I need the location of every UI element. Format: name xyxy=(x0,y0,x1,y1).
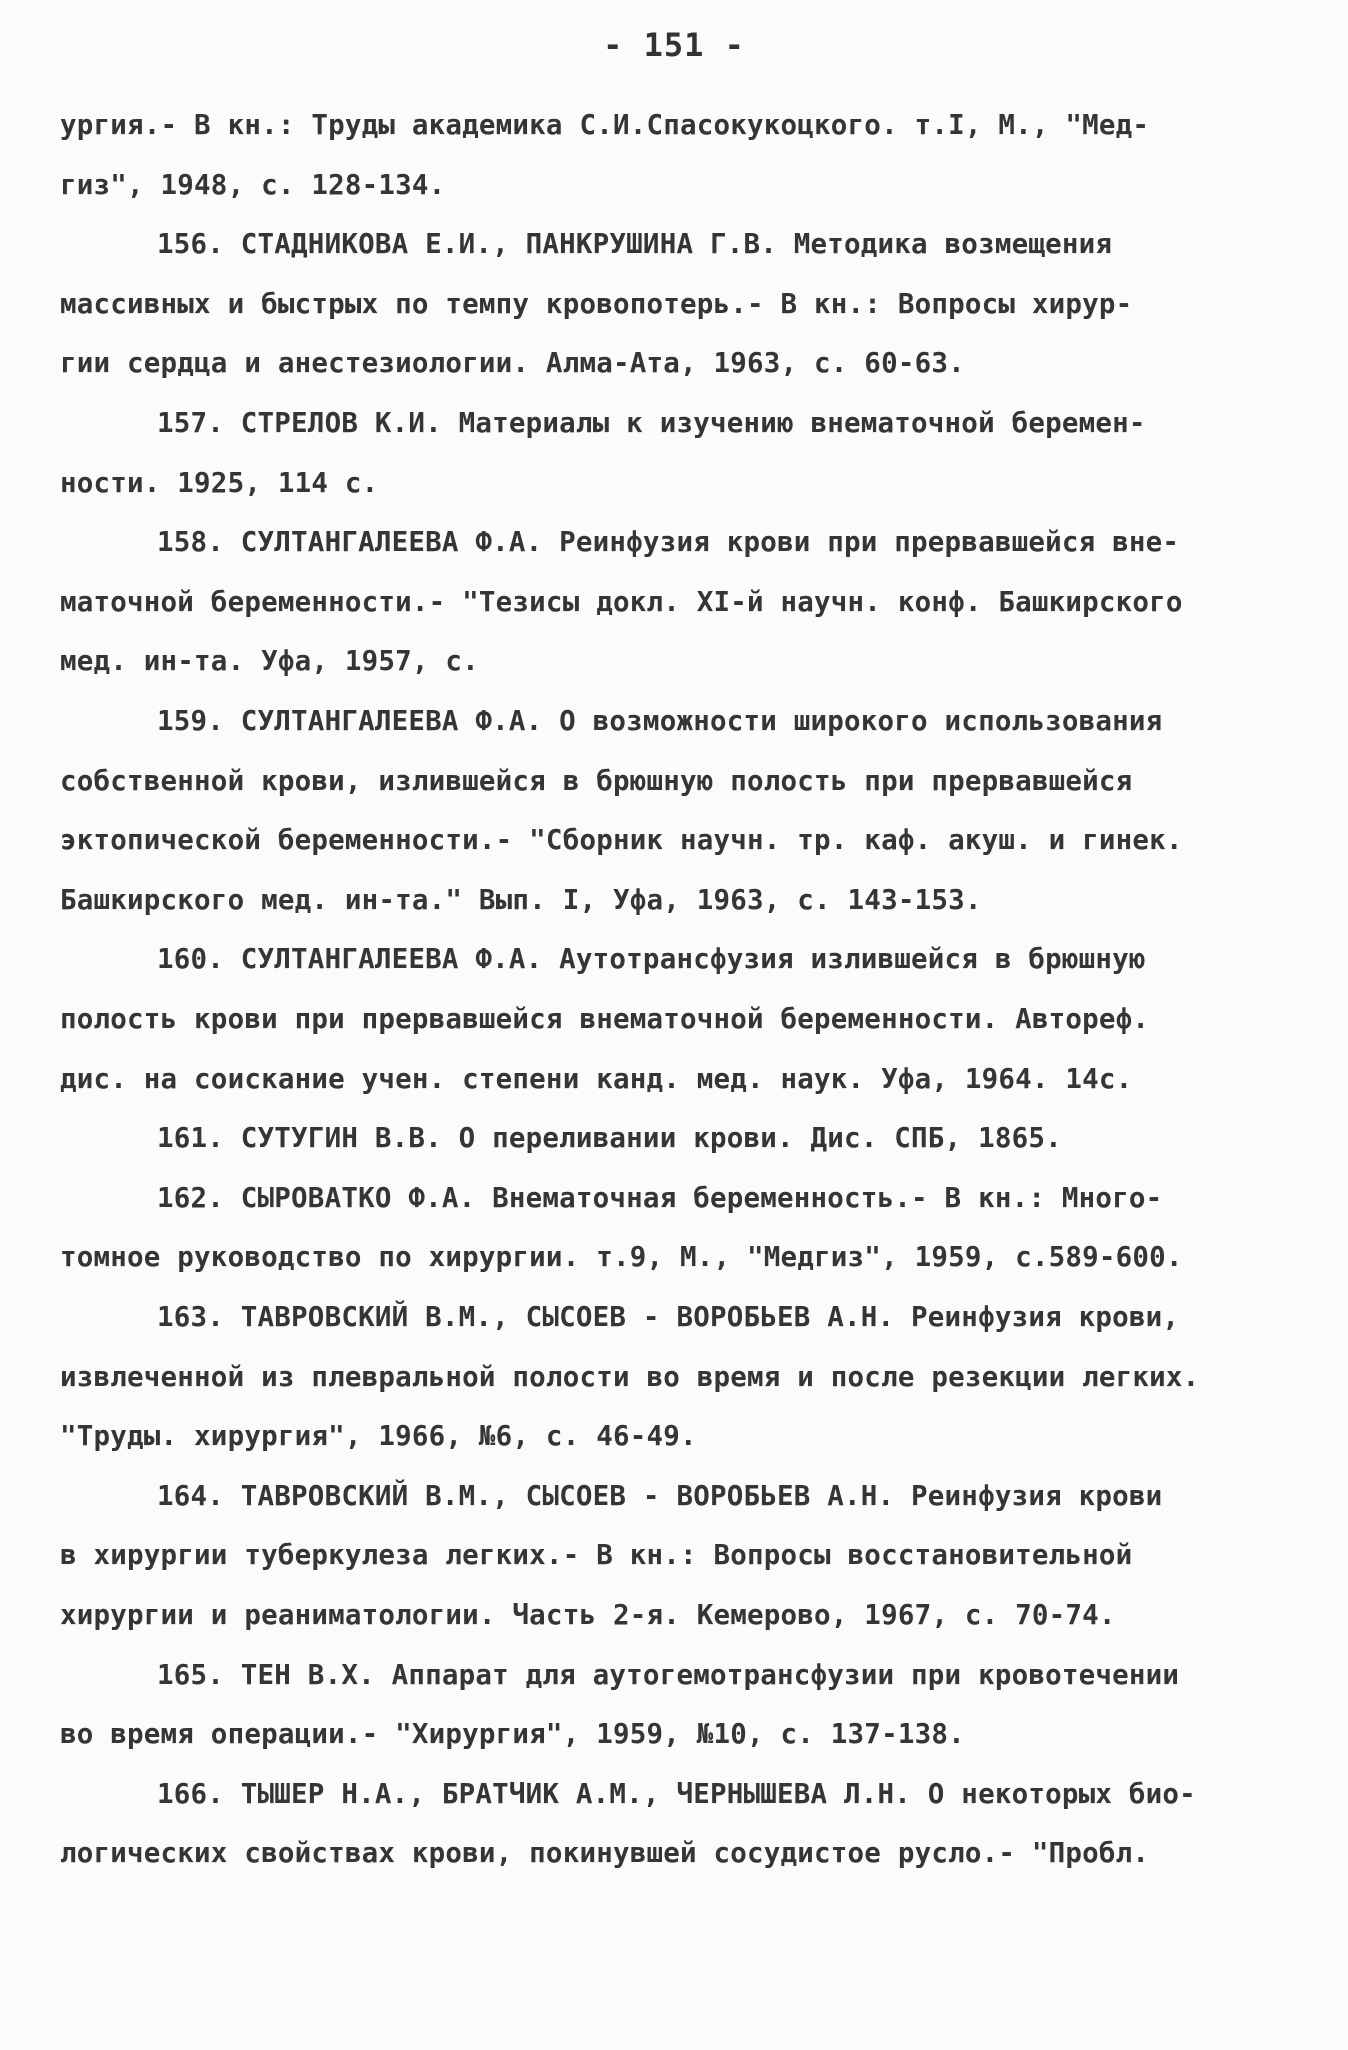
text-line: 163. ТАВРОВСКИЙ В.М., СЫСОЕВ - ВОРОБЬЕВ А.Н. Реинфузия крови, xyxy=(157,1301,1180,1333)
text-line: 165. ТЕН В.Х. Аппарат для аутогемотрансфузии при кровотечении xyxy=(157,1658,1180,1691)
text-line: во время операции.- "Хирургия", 1959, №10, с. 137-138. xyxy=(60,1718,965,1751)
text-line: массивных и быстрых по темпу кровопотерь.- В кн.: Вопросы хирур- xyxy=(60,287,1133,320)
text-line: маточной беременности.- "Тезисы докл. XI-й научн. конф. Башкирского xyxy=(60,585,1183,618)
text-line: 162. СЫРОВАТКО Ф.А. Внематочная беременность.- В кн.: Много- xyxy=(157,1181,1163,1214)
text-line: 164. ТАВРОВСКИЙ В.М., СЫСОЕВ - ВОРОБЬЕВ А.Н. Реинфузия крови xyxy=(157,1479,1163,1512)
text-line: ургия.- В кн.: Труды академика С.И.Спасокукоцкого. т.I, М., "Мед- xyxy=(60,109,1150,141)
text-line: гии сердца и анестезиологии. Алма-Ата, 1963, с. 60-63. xyxy=(60,347,965,380)
text-line: гиз", 1948, с. 128-134. xyxy=(60,168,446,201)
text-line: эктопической беременности.- "Сборник научн. тр. каф. акуш. и гинек. xyxy=(60,824,1183,857)
text-line: мед. ин-та. Уфа, 1957, с. xyxy=(60,645,479,678)
text-line: собственной крови, излившейся в брюшную полость при прервавшейся xyxy=(60,764,1133,797)
page-number: - 151 - xyxy=(603,26,745,64)
text-line: дис. на соискание учен. степени канд. мед. наук. Уфа, 1964. 14с. xyxy=(60,1062,1133,1095)
text-line: 161. СУТУГИН В.В. О переливании крови. Дис. СПБ, 1865. xyxy=(157,1122,1062,1155)
text-line: "Труды. хирургия", 1966, №6, с. 46-49. xyxy=(60,1420,697,1453)
text-line: томное руководство по хирургии. т.9, М., "Медгиз", 1959, с.589-600. xyxy=(60,1241,1183,1274)
text-line: в хирургии туберкулеза легких.- В кн.: Вопросы восстановительной xyxy=(60,1539,1133,1572)
text-line: 157. СТРЕЛОВ К.И. Материалы к изучению внематочной беремен- xyxy=(157,407,1146,439)
text-line: логических свойствах крови, покинувшей сосудистое русло.- "Пробл. xyxy=(60,1837,1150,1870)
text-line: 160. СУЛТАНГАЛЕЕВА Ф.А. Аутотрансфузия излившейся в брюшную xyxy=(157,943,1146,976)
text-line: 166. ТЫШЕР Н.А., БРАТЧИК А.М., ЧЕРНЫШЕВА Л.Н. О некоторых био- xyxy=(157,1777,1196,1810)
text-line: извлеченной из плевральной полости во время и после резекции легких. xyxy=(60,1360,1200,1393)
text-line: 156. СТАДНИКОВА Е.И., ПАНКРУШИНА Г.В. Методика возмещения xyxy=(157,228,1113,261)
text-line: ности. 1925, 114 с. xyxy=(60,466,379,499)
text-line: хирургии и реаниматологии. Часть 2-я. Кемерово, 1967, с. 70-74. xyxy=(60,1599,1116,1631)
text-line: 158. СУЛТАНГАЛЕЕВА Ф.А. Реинфузия крови при прервавшейся вне- xyxy=(157,526,1180,559)
text-line: Башкирского мед. ин-та." Вып. I, Уфа, 1963, с. 143-153. xyxy=(60,883,982,916)
text-line: 159. СУЛТАНГАЛЕЕВА Ф.А. О возможности широкого использования xyxy=(157,705,1163,737)
text-line: полость крови при прервавшейся внематочной беременности. Автореф. xyxy=(60,1003,1150,1035)
